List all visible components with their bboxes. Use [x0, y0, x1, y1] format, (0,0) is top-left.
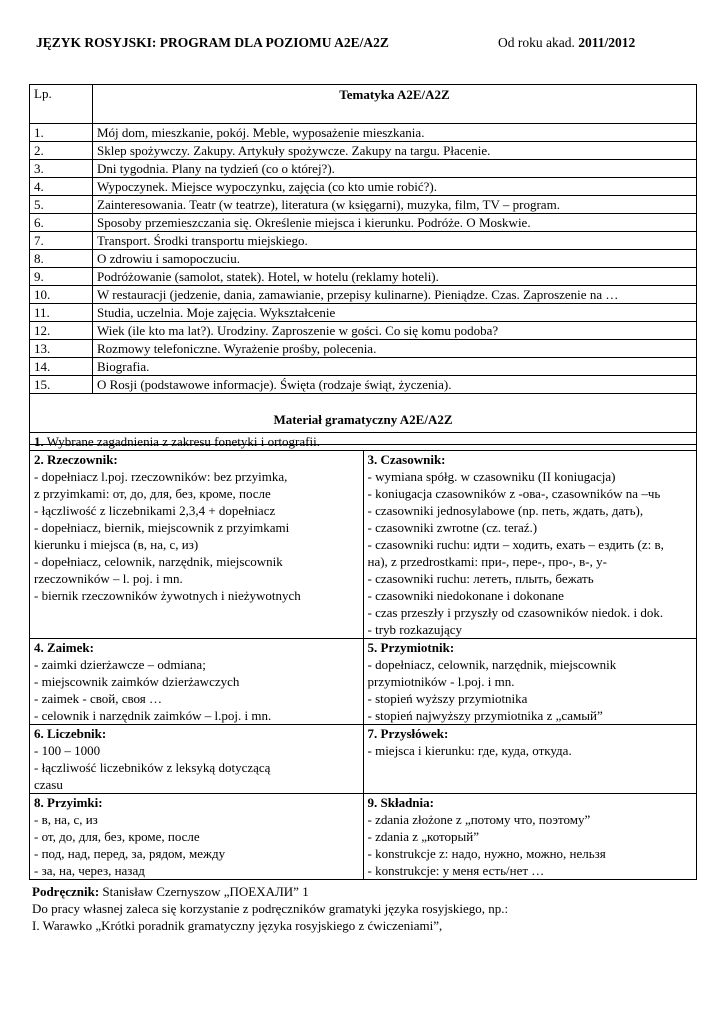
section-line: przymiotników - l.poj. i mn. — [367, 674, 515, 689]
topic-number: 13. — [30, 340, 93, 358]
topic-row — [30, 268, 697, 286]
grammar-section-5 — [363, 639, 697, 725]
section-line: - dopełniacz, celownik, narzędnik, miejscownik — [34, 554, 283, 569]
grammar-section-9 — [363, 794, 697, 880]
section-line: - miejscownik zaimków dzierżawczych — [34, 674, 240, 689]
section-line: - wymiana spółg. w czasowniku (II koniugacja) — [367, 469, 616, 484]
topic-number: 2. — [30, 142, 93, 160]
topic-number: 1. — [30, 124, 93, 142]
topic-row — [30, 160, 697, 178]
section-line: - от, до, для, без, кроме, после — [34, 829, 200, 844]
topic-text: Studia, uczelnia. Moje zajęcia. Wykształcenie — [93, 304, 697, 322]
grammar-title: Materiał gramatyczny A2E/A2Z — [30, 394, 697, 445]
section-line: z przyimkami: от, до, для, без, кроме, после — [34, 486, 271, 501]
section-line: - czasowniki jednosylabowe (np. петь, ждать, дать), — [367, 503, 644, 518]
section-line: - в, на, с, из — [34, 812, 98, 827]
section-line: на), z przedrostkami: при-, пере-, про-, в-, у- — [367, 554, 607, 569]
topic-row — [30, 322, 697, 340]
textbook-line: Podręcznik: Stanisław Czernyszow „ПОЕХАЛИ” 1 — [32, 884, 309, 899]
section-line: - biernik rzeczowników żywotnych i nieżywotnych — [34, 588, 301, 603]
section-line: kierunku i miejsca (в, на, с, из) — [34, 537, 199, 552]
section-heading: 6. Liczebnik: — [34, 726, 107, 741]
topic-row — [30, 304, 697, 322]
topic-row — [30, 376, 697, 394]
grammar-section-1: 1. Wybrane zagadnienia z zakresu fonetyki i ortografii. — [30, 433, 697, 451]
section-line: - zaimek - свой, своя … — [34, 691, 163, 706]
section-line: - под, над, перед, за, рядом, между — [34, 846, 226, 861]
grammar-row-3 — [30, 639, 697, 725]
section-line: - koniugacja czasowników z -ова-, czasowników na –чь — [367, 486, 661, 501]
topic-number: 10. — [30, 286, 93, 304]
recommendation-line: Do pracy własnej zaleca się korzystanie z podręczników gramatyki języka rosyjskiego, np.: — [32, 901, 509, 916]
topic-number: 14. — [30, 358, 93, 376]
topic-number: 7. — [30, 232, 93, 250]
section-line: - czas przeszły i przyszły od czasowników niedok. i dok. — [367, 605, 664, 620]
topic-number: 4. — [30, 178, 93, 196]
section-line: - czasowniki zwrotne (cz. teraź.) — [367, 520, 538, 535]
grammar-section-3 — [363, 451, 697, 639]
section-line: - celownik i narzędnik zaimków – l.poj. i mn. — [34, 708, 272, 723]
section-heading: 5. Przymiotnik: — [367, 640, 455, 655]
section-line: - zdania z „который” — [367, 829, 479, 844]
topic-text: Sklep spożywczy. Zakupy. Artykuły spożywcze. Zakupy na targu. Płacenie. — [93, 142, 697, 160]
academic-year-value: 2011/2012 — [578, 35, 636, 50]
grammar-row-5 — [30, 794, 697, 880]
grammar-row-4 — [30, 725, 697, 794]
topic-row — [30, 340, 697, 358]
section-line: - czasowniki ruchu: идти – ходить, ехать – ездить (z: в, — [367, 537, 664, 552]
topic-row — [30, 178, 697, 196]
topic-text: Dni tygodnia. Plany na tydzień (co o której?). — [93, 160, 697, 178]
topic-number: 5. — [30, 196, 93, 214]
section-line: - dopełniacz, celownik, narzędnik, miejscownik — [367, 657, 617, 672]
section-line: - stopień wyższy przymiotnika — [367, 691, 528, 706]
topic-text: Transport. Środki transportu miejskiego. — [93, 232, 697, 250]
grammar-row-2 — [30, 451, 697, 639]
topic-number: 9. — [30, 268, 93, 286]
section-heading: 7. Przysłówek: — [367, 726, 449, 741]
section-line: - konstrukcje: у меня есть/нет … — [367, 863, 545, 878]
topic-row — [30, 250, 697, 268]
topic-number: 3. — [30, 160, 93, 178]
topic-row — [30, 232, 697, 250]
section-heading: 4. Zaimek: — [34, 640, 94, 655]
footer-notes — [32, 883, 692, 934]
section-line: - zaimki dzierżawcze – odmiana; — [34, 657, 206, 672]
page-header — [36, 34, 666, 52]
grammar-section-8 — [30, 794, 364, 880]
section-heading: 8. Przyimki: — [34, 795, 103, 810]
topic-row — [30, 124, 697, 142]
topic-text: Wiek (ile kto ma lat?). Urodziny. Zaproszenie w gości. Co się komu podoba? — [93, 322, 697, 340]
topic-text: Podróżowanie (samolot, statek). Hotel, w hotelu (reklamy hoteli). — [93, 268, 697, 286]
topic-row — [30, 286, 697, 304]
section-line: - dopełniacz, biernik, miejscownik z przyimkami — [34, 520, 290, 535]
section-line: - czasowniki niedokonane i dokonane — [367, 588, 564, 603]
grammar-section-4 — [30, 639, 364, 725]
topic-number: 11. — [30, 304, 93, 322]
topic-text: Rozmowy telefoniczne. Wyrażenie prośby, polecenia. — [93, 340, 697, 358]
section-line: - stopień najwyższy przymiotnika z „самый” — [367, 708, 603, 723]
grammar-section-7 — [363, 725, 697, 794]
academic-year: Od roku akad. 2011/2012 — [498, 35, 636, 50]
page-title: JĘZYK ROSYJSKI: PROGRAM DLA POZIOMU A2E/A2Z — [36, 35, 389, 50]
topic-row — [30, 214, 697, 232]
col-lp-header: Lp. — [30, 85, 93, 124]
grammar-section-2 — [30, 451, 364, 639]
col-topic-header: Tematyka A2E/A2Z — [93, 85, 697, 124]
topics-table — [29, 84, 697, 445]
section-line: - miejsca i kierunku: где, куда, откуда. — [367, 743, 572, 758]
section-line: - zdania złożone z „потому что, поэтому” — [367, 812, 591, 827]
grammar-table — [29, 432, 697, 880]
topic-text: Wypoczynek. Miejsce wypoczynku, zajęcia (co kto umie robić?). — [93, 178, 697, 196]
section-line: - tryb rozkazujący — [367, 622, 463, 637]
section-line: - 100 – 1000 — [34, 743, 101, 758]
topic-text: Zainteresowania. Teatr (w teatrze), literatura (w księgarni), muzyka, film, TV – program. — [93, 196, 697, 214]
section-line: czasu — [34, 777, 63, 792]
section-line: - за, на, через, назад — [34, 863, 145, 878]
topic-text: W restauracji (jedzenie, dania, zamawianie, przepisy kulinarne). Pieniądze. Czas. Zaproszenie na … — [93, 286, 697, 304]
grammar-row-1 — [30, 433, 697, 451]
section-line: - łączliwość liczebników z leksyką dotyczącą — [34, 760, 271, 775]
section-heading: 3. Czasownik: — [367, 452, 446, 467]
section-heading: 2. Rzeczownik: — [34, 452, 118, 467]
topic-number: 12. — [30, 322, 93, 340]
reference-line: I. Warawko „Krótki poradnik gramatyczny języka rosyjskiego z ćwiczeniami”, — [32, 918, 443, 933]
section-line: rzeczowników – l. poj. i mn. — [34, 571, 183, 586]
topic-number: 8. — [30, 250, 93, 268]
topic-text: Sposoby przemieszczania się. Określenie miejsca i kierunku. Podróże. O Moskwie. — [93, 214, 697, 232]
topic-text: O Rosji (podstawowe informacje). Święta (rodzaje świąt, życzenia). — [93, 376, 697, 394]
topic-row — [30, 358, 697, 376]
topics-header-row — [30, 85, 697, 124]
topic-text: O zdrowiu i samopoczuciu. — [93, 250, 697, 268]
topic-row — [30, 196, 697, 214]
topic-text: Biografia. — [93, 358, 697, 376]
section-line: - konstrukcje z: надо, нужно, можно, нельзя — [367, 846, 606, 861]
topic-text: Mój dom, mieszkanie, pokój. Meble, wyposażenie mieszkania. — [93, 124, 697, 142]
topic-number: 15. — [30, 376, 93, 394]
topic-row — [30, 142, 697, 160]
section-heading: 9. Składnia: — [367, 795, 434, 810]
section-line: - łączliwość z liczebnikami 2,3,4 + dopełniacz — [34, 503, 276, 518]
section-line: - dopełniacz l.poj. rzeczowników: bez przyimka, — [34, 469, 288, 484]
grammar-section-6 — [30, 725, 364, 794]
topic-number: 6. — [30, 214, 93, 232]
section-line: - czasowniki ruchu: лететь, плыть, бежать — [367, 571, 594, 586]
